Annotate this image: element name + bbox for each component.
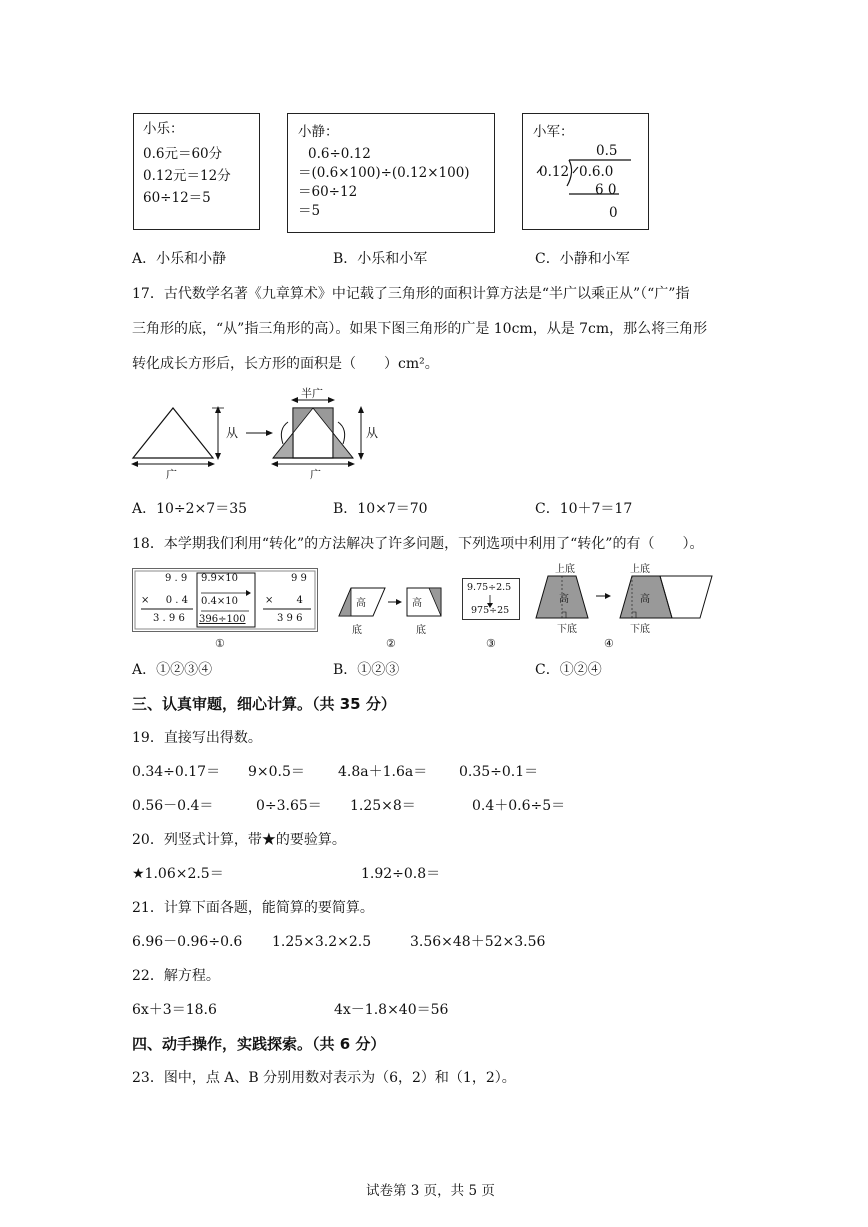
- fig1-c3-line1: 9 9: [291, 573, 307, 584]
- fig1-c2-line3: 396÷100: [199, 614, 246, 625]
- xiaole-box: [133, 113, 260, 230]
- xiaojun-quotient: 0.5: [596, 143, 618, 159]
- q17-guang-label-1: 广: [166, 468, 177, 481]
- q23-text: 23．图中，点 A、B 分别用数对表示为（6，2）和（1，2）。: [132, 1070, 516, 1086]
- q22-item-2: 4x－1.8×40＝56: [334, 1002, 449, 1018]
- fig4-shangdi-1: 上底: [555, 564, 575, 575]
- fig3-top: 9.75÷2.5: [467, 582, 512, 593]
- fig1-c1-line1: 9 . 9: [165, 573, 188, 584]
- section-4-title: 四、动手操作，实践探索。（共 6 分）: [132, 1035, 386, 1053]
- fig2-gao-2: 高: [412, 598, 422, 609]
- q18-fig3: [462, 578, 520, 620]
- q19-text: 19．直接写出得数。: [132, 730, 262, 746]
- xiaojing-box: [287, 113, 495, 233]
- fig4-gao-1: 高: [559, 594, 569, 605]
- q19-r1-c2: 9×0.5＝: [248, 764, 305, 780]
- xiaojing-line-4: ＝5: [298, 203, 321, 219]
- q19-r1-c1: 0.34÷0.17＝: [132, 764, 221, 780]
- section-3-title: 三、认真审题，细心计算。（共 35 分）: [132, 695, 396, 713]
- fig2-di-1: 底: [352, 625, 362, 636]
- q18-option-b[interactable]: B．①②③: [333, 662, 400, 678]
- fig1-c3-line3: 3 9 6: [277, 613, 303, 624]
- q17-cong-label-2: 从: [366, 426, 379, 440]
- q19-r1-c4: 0.35÷0.1＝: [459, 764, 539, 780]
- q21-item-3: 3.56×48＋52×3.56: [410, 934, 546, 950]
- xiaojun-box: [522, 113, 649, 230]
- xiaojing-line-3: ＝60÷12: [298, 184, 358, 200]
- xiaole-line-2: 0.12元＝12分: [143, 168, 231, 184]
- q17-banguang-label: 半广: [301, 387, 323, 400]
- fig4-gao-2: 高: [640, 594, 650, 605]
- q17-line-3: 转化成长方形后，长方形的面积是（ ）cm²。: [132, 356, 439, 372]
- q19-r2-c4: 0.4＋0.6÷5＝: [472, 798, 566, 814]
- q21-item-1: 6.96－0.96÷0.6: [132, 934, 243, 950]
- q17-option-b[interactable]: B．10×7＝70: [333, 501, 428, 517]
- q20-item-1: ★1.06×2.5＝: [132, 866, 224, 882]
- xiaojun-divisor: 0.12: [539, 164, 570, 180]
- q22-item-1: 6x＋3＝18.6: [132, 1002, 217, 1018]
- q19-r2-c3: 1.25×8＝: [350, 798, 416, 814]
- q18-fig4: [528, 566, 718, 626]
- q18-text: 18．本学期我们利用“转化”的方法解决了许多问题，下列选项中利用了“转化”的有（ ）。: [132, 536, 704, 552]
- q17-line-2: 三角形的底，“从”指三角形的高）。如果下图三角形的广是 10cm，从是 7cm，那么将三角形: [132, 321, 708, 337]
- xiaojun-remainder: 0: [609, 205, 618, 221]
- q17-option-a[interactable]: A．10÷2×7＝35: [132, 501, 248, 517]
- fig3-bottom: 975÷25: [471, 605, 510, 616]
- fig4-label: ④: [604, 637, 614, 650]
- fig2-gao-1: 高: [356, 598, 366, 609]
- fig4-xiadi-2: 下底: [630, 624, 650, 635]
- xiaojun-dividend: 0.6.0: [579, 164, 614, 180]
- fig1-c1-line2: × 0 . 4: [141, 595, 188, 606]
- fig1-label: ①: [215, 637, 225, 650]
- q19-r2-c2: 0÷3.65＝: [256, 798, 322, 814]
- xiaole-line-1: 0.6元＝60分: [143, 146, 223, 162]
- q18-option-a[interactable]: A．①②③④: [132, 662, 213, 678]
- xiaojing-line-1: 0.6÷0.12: [308, 146, 371, 162]
- q17-line-1: 17．古代数学名著《九章算术》中记载了三角形的面积计算方法是“半广以乘正从”（“广”指: [132, 286, 690, 302]
- xiaojing-line-2: ＝(0.6×100)÷(0.12×100): [298, 165, 470, 181]
- q21-text: 21．计算下面各题，能简算的要简算。: [132, 900, 374, 916]
- q19-r1-c3: 4.8a＋1.6a＝: [338, 764, 428, 780]
- q20-item-2: 1.92÷0.8＝: [361, 866, 441, 882]
- q19-r2-c1: 0.56－0.4＝: [132, 798, 214, 814]
- q16-option-b[interactable]: B．小乐和小军: [333, 251, 428, 267]
- xiaole-line-3: 60÷12＝5: [143, 190, 211, 206]
- q16-option-a[interactable]: A．小乐和小静: [132, 251, 227, 267]
- q22-text: 22．解方程。: [132, 968, 220, 984]
- q16-option-c[interactable]: C．小静和小军: [535, 251, 630, 267]
- fig1-c3-line2: × 4: [265, 595, 303, 606]
- q20-text: 20．列竖式计算，带★的要验算。: [132, 832, 346, 848]
- fig4-xiadi-1: 下底: [557, 624, 577, 635]
- xiaojun-product: 6 0: [595, 182, 617, 198]
- q17-guang-label-2: 广: [310, 468, 321, 481]
- fig1-c1-line3: 3 . 9 6: [153, 613, 185, 624]
- xiaole-title: 小乐：: [143, 121, 184, 137]
- q18-fig1: [132, 568, 318, 632]
- q18-option-c[interactable]: C．①②④: [535, 662, 602, 678]
- xiaojing-title: 小静：: [298, 124, 339, 140]
- q21-item-2: 1.25×3.2×2.5: [272, 934, 372, 950]
- xiaojun-title: 小军：: [533, 124, 574, 140]
- fig1-c2-line1: 9.9×10: [201, 573, 239, 584]
- fig2-di-2: 底: [416, 625, 426, 636]
- page-footer: 试卷第 3 页，共 5 页: [366, 1183, 495, 1199]
- fig3-label: ③: [486, 637, 496, 650]
- fig1-c2-line2: 0.4×10: [201, 596, 239, 607]
- fig2-label: ②: [386, 637, 396, 650]
- fig4-shangdi-2: 上底: [630, 564, 650, 575]
- q17-option-c[interactable]: C．10＋7＝17: [535, 501, 633, 517]
- q18-fig2: [335, 584, 451, 624]
- q17-cong-label-1: 从: [226, 426, 239, 440]
